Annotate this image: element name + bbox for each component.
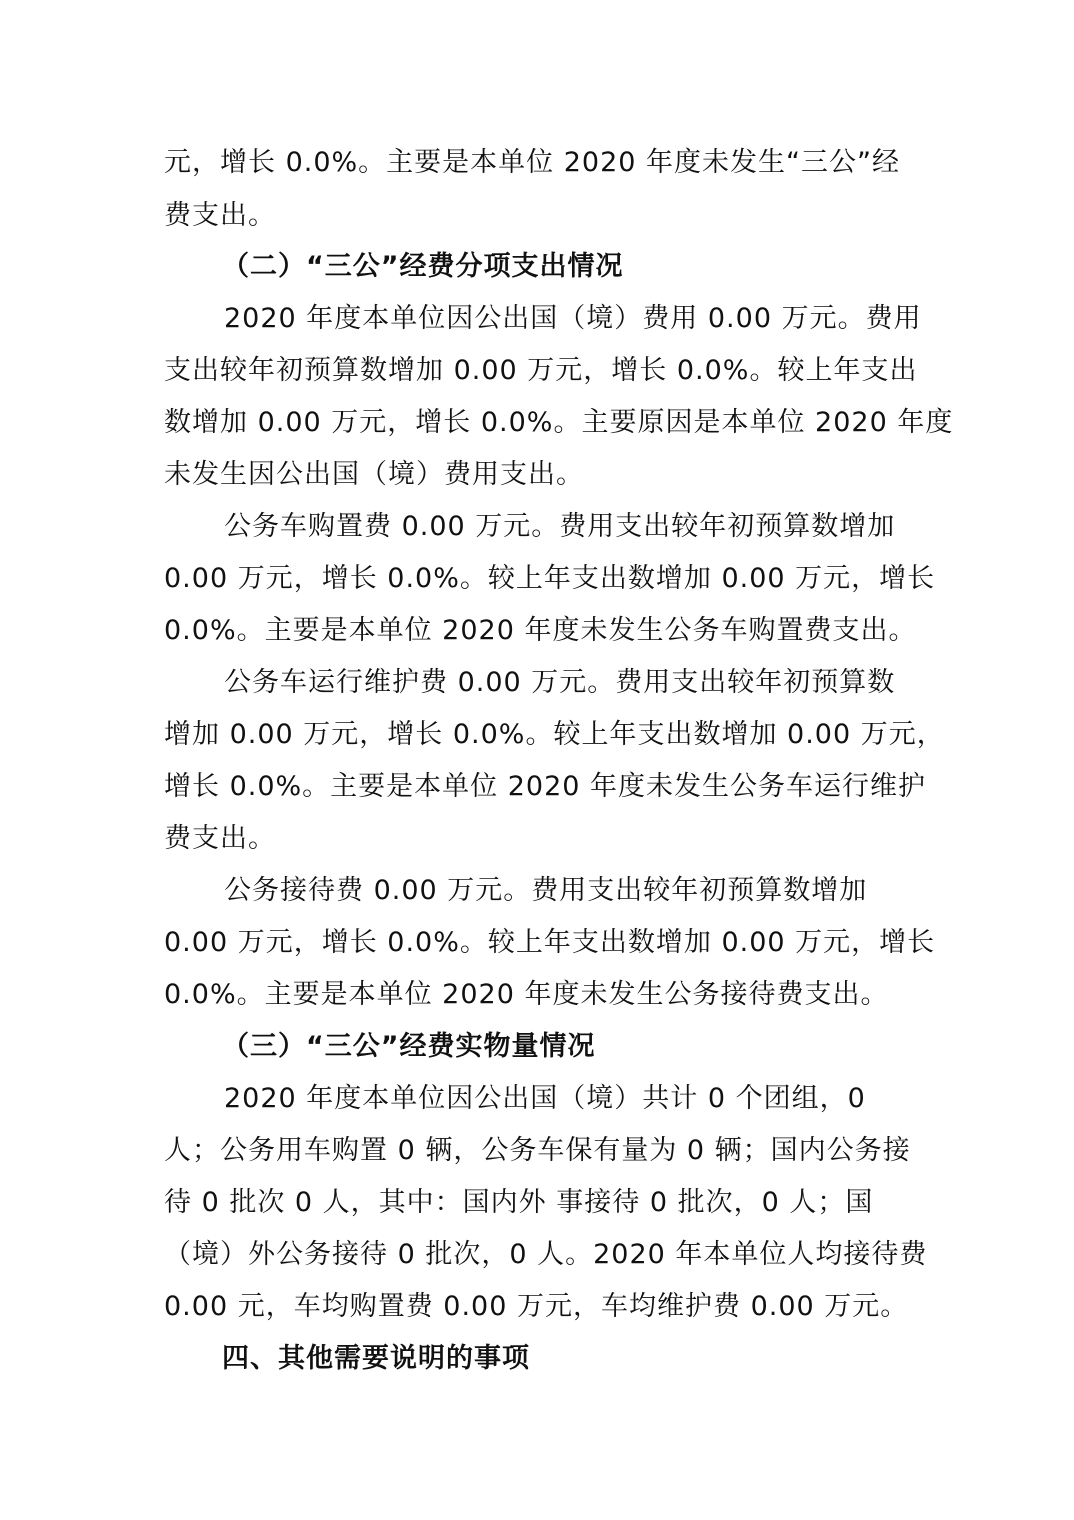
paragraph-line: 公务接待费 0.00 万元。费用支出较年初预算数增加 [224, 875, 868, 906]
section-heading-2: （二）“三公”经费分项支出情况 [222, 251, 624, 282]
paragraph-line: 公务车运行维护费 0.00 万元。费用支出较年初预算数 [224, 667, 896, 698]
section-heading-3: （三）“三公”经费实物量情况 [222, 1031, 596, 1062]
paragraph-line: 数增加 0.00 万元，增长 0.0%。主要原因是本单位 2020 年度 [164, 407, 954, 438]
paragraph-line: 费支出。 [164, 823, 276, 854]
paragraph-line: 公务车购置费 0.00 万元。费用支出较年初预算数增加 [224, 511, 896, 542]
paragraph-line: 增长 0.0%。主要是本单位 2020 年度未发生公务车运行维护 [164, 771, 927, 802]
section-heading-4: 四、其他需要说明的事项 [222, 1343, 530, 1374]
paragraph-line: 0.00 万元，增长 0.0%。较上年支出数增加 0.00 万元，增长 [164, 927, 936, 958]
paragraph-line: 未发生因公出国（境）费用支出。 [164, 459, 584, 490]
paragraph-line: 0.00 元，车均购置费 0.00 万元，车均维护费 0.00 万元。 [164, 1291, 909, 1322]
paragraph-line: 0.0%。主要是本单位 2020 年度未发生公务车购置费支出。 [164, 615, 917, 646]
paragraph-line: 增加 0.00 万元，增长 0.0%。较上年支出数增加 0.00 万元， [164, 719, 945, 750]
paragraph-line: 待 0 批次 0 人，其中：国内外 事接待 0 批次，0 人；国 [164, 1187, 874, 1218]
paragraph-line: 费支出。 [164, 200, 276, 231]
paragraph-line: 0.00 万元，增长 0.0%。较上年支出数增加 0.00 万元，增长 [164, 563, 936, 594]
paragraph-line: 2020 年度本单位因公出国（境）共计 0 个团组，0 [224, 1083, 866, 1114]
paragraph-line: 元，增长 0.0%。主要是本单位 2020 年度未发生“三公”经 [164, 147, 901, 178]
paragraph-line: （境）外公务接待 0 批次，0 人。2020 年本单位人均接待费 [164, 1239, 928, 1270]
paragraph-line: 支出较年初预算数增加 0.00 万元，增长 0.0%。较上年支出 [164, 355, 918, 386]
paragraph-line: 人；公务用车购置 0 辆，公务车保有量为 0 辆；国内公务接 [164, 1135, 911, 1166]
paragraph-line: 2020 年度本单位因公出国（境）费用 0.00 万元。费用 [224, 303, 922, 334]
paragraph-line: 0.0%。主要是本单位 2020 年度未发生公务接待费支出。 [164, 979, 889, 1010]
